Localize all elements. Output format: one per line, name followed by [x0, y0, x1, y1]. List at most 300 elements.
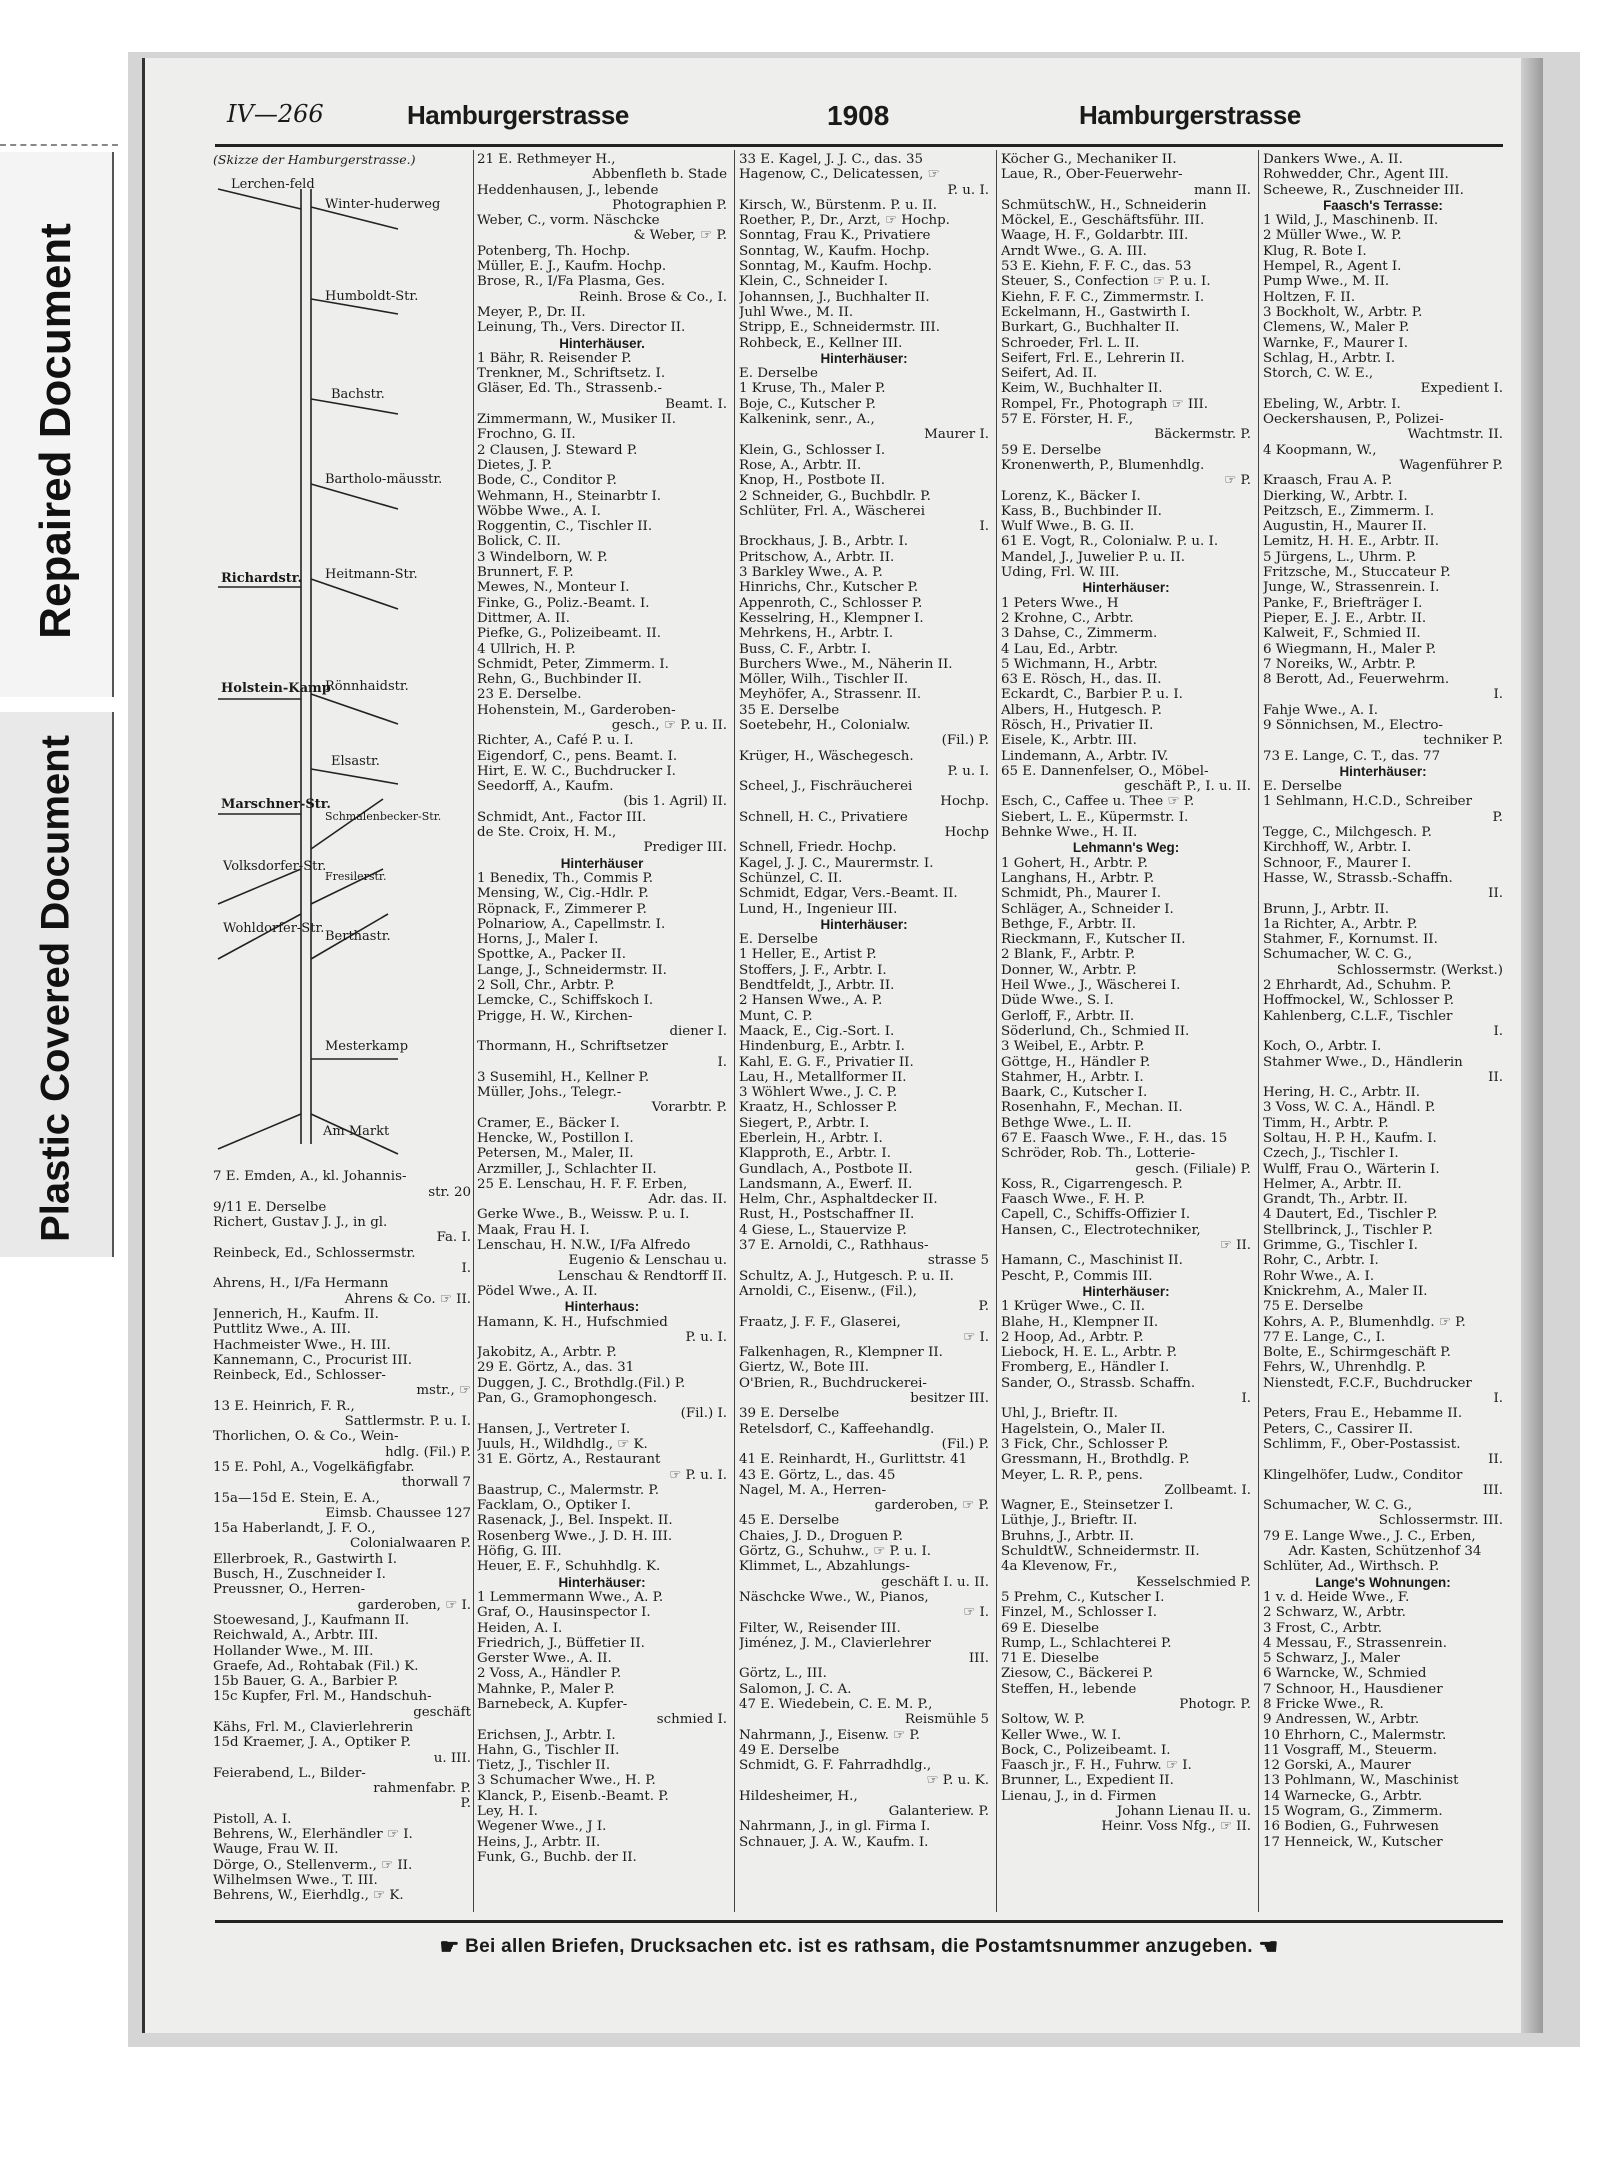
directory-entry: 9 Andressen, W., Arbtr. — [1263, 1712, 1420, 1728]
directory-entry: Sattlermstr. P. u. I. — [344, 1414, 471, 1430]
directory-entry: Näschcke Wwe., W., Pianos, — [739, 1589, 929, 1605]
directory-entry: Appenroth, C., Schlosser P. — [739, 595, 923, 611]
directory-entry: 31 E. Görtz, A., Restaurant — [477, 1452, 661, 1468]
directory-entry: Müller, Johs., Telegr.- — [477, 1085, 622, 1101]
directory-entry: Hildesheimer, H., — [739, 1788, 858, 1804]
directory-entry: Heil Wwe., J., Wäscherei I. — [1001, 978, 1181, 994]
directory-entry: Filter, W., Reisender III. — [739, 1620, 901, 1636]
directory-entry: Reinbeck, Ed., Schlosser- — [213, 1368, 386, 1384]
directory-entry: Brose, R., I/Fa Plasma, Ges. — [477, 274, 665, 290]
directory-entry: techniker P. — [1423, 733, 1503, 749]
directory-entry: Facklam, O., Optiker I. — [477, 1498, 631, 1514]
directory-entry: P. u. I. — [947, 763, 989, 779]
directory-entry: Fa. I. — [436, 1230, 471, 1246]
directory-entry: Arnoldi, C., Eisenw., (Fil.), — [739, 1283, 917, 1299]
sketch-label: Humboldt-Str. — [325, 289, 419, 305]
directory-entry: Hencke, W., Postillon I. — [477, 1131, 634, 1146]
directory-entry: Trenkner, M., Schriftsetz. I. — [477, 366, 666, 382]
directory-entry: Burkart, G., Buchhalter II. — [1001, 320, 1180, 336]
directory-entry: Nagel, M. A., Herren- — [739, 1482, 887, 1498]
directory-entry: Funk, G., Buchb. der II. — [477, 1849, 637, 1865]
directory-entry: Pistoll, A. I. — [213, 1811, 292, 1827]
sketch-label: Berthastr. — [325, 929, 391, 945]
directory-entry: de Ste. Croix, H. M., — [477, 825, 617, 841]
directory-entry: Fromberg, E., Händler I. — [1001, 1360, 1170, 1376]
directory-entry: Hahn, G., Tischler II. — [477, 1742, 620, 1758]
directory-entry: Salomon, J. C. A. — [739, 1681, 852, 1697]
directory-entry: Söderlund, Ch., Schmied II. — [1001, 1023, 1190, 1039]
directory-entry: Scheewe, R., Zuschneider III. — [1263, 182, 1464, 198]
sketch-label: Am Markt — [323, 1124, 390, 1140]
directory-entry: Hoffmockel, W., Schlosser P. — [1263, 993, 1455, 1009]
directory-entry: 5 Wichmann, H., Arbtr. — [1001, 656, 1158, 672]
directory-entry: 57 E. Förster, H. F., — [1001, 412, 1134, 428]
directory-entry: Rose, A., Arbtr. II. — [739, 457, 862, 473]
directory-entry: 69 E. Dieselbe — [1001, 1620, 1100, 1636]
repaired-document-tab — [0, 152, 114, 697]
directory-entry: 61 E. Vogt, R., Colonialw. P. u. I. — [1001, 534, 1219, 550]
directory-entry: Adr. das. II. — [648, 1192, 727, 1208]
directory-entry: 2 Ehrhardt, Ad., Schuhm. P. — [1263, 978, 1452, 994]
header-rule — [215, 144, 1503, 147]
directory-entry: Wagner, E., Steinsetzer I. — [1001, 1498, 1174, 1514]
directory-entry: Schmidt, Ph., Maurer I. — [1001, 886, 1161, 902]
section-header: Hinterhäuser: — [820, 916, 908, 932]
directory-entry: Scheel, J., Fischräucherei — [739, 779, 913, 795]
section-header: Lehmann's Weg: — [1072, 840, 1180, 856]
directory-entry: 6 Wiegmann, H., Maler P. — [1263, 641, 1437, 657]
directory-entry: Fritzsche, M., Stuccateur P. — [1263, 565, 1451, 581]
directory-entry: Meyer, P., Dr. II. — [477, 304, 586, 320]
directory-entry: 3 Bockholt, W., Arbtr. P. — [1263, 304, 1423, 320]
directory-entry: Potenberg, Th. Hochp. — [477, 243, 631, 259]
directory-entry: Rohbeck, E., Kellner III. — [739, 335, 903, 351]
directory-entry: Tegge, C., Milchgesch. P. — [1263, 825, 1432, 841]
column-1 — [213, 152, 471, 1904]
directory-entry: Lenschau & Rendtorff II. — [557, 1268, 727, 1284]
directory-entry: Klein, G., Schlosser I. — [739, 442, 886, 458]
directory-entry: rahmenfabr. P. — [373, 1781, 471, 1797]
directory-entry: diener I. — [669, 1023, 727, 1039]
directory-entry: Giertz, W., Bote III. — [739, 1360, 870, 1376]
directory-entry: 10 Ehrhorn, C., Malermstr. — [1263, 1727, 1447, 1743]
directory-entry: Colonialwaaren P. — [349, 1536, 471, 1552]
directory-entry: Meyer, L. R. P., pens. — [1001, 1467, 1143, 1483]
directory-entry: Capell, C., Schiffs-Offizier I. — [1001, 1207, 1191, 1223]
directory-entry: Gundlach, A., Postbote II. — [739, 1161, 913, 1177]
directory-entry: Ellerbroek, R., Gastwirth I. — [213, 1551, 397, 1567]
directory-entry: Photogr. P. — [1179, 1696, 1251, 1712]
repaired-document-label: Repaired Document — [31, 223, 80, 639]
directory-entry: Schultz, A. J., Hutgesch. P. u. II. — [739, 1268, 954, 1284]
directory-entry: Rohwedder, Chr., Agent III. — [1263, 167, 1449, 183]
directory-entry: Landsmann, A., Ewerf. II. — [739, 1176, 913, 1192]
section-header: Hinterhäuser: — [558, 1574, 646, 1590]
directory-entry: 4 Messau, F., Strassenrein. — [1263, 1635, 1447, 1651]
section-header: Hinterhäuser: — [1082, 580, 1170, 596]
directory-entry: 13 Pohlmann, W., Maschinist — [1263, 1773, 1459, 1789]
directory-entry: Burchers Wwe., M., Näherin II. — [739, 656, 953, 672]
directory-entry: Roggentin, C., Tischler II. — [477, 519, 653, 535]
directory-entry: I. — [1493, 1391, 1503, 1407]
directory-entry: Reinh. Brose & Co., I. — [579, 289, 727, 305]
directory-entry: Kiehn, F. F. C., Zimmermstr. I. — [1001, 289, 1205, 305]
directory-entry: Bethge, F., Arbtr. II. — [1001, 916, 1137, 932]
directory-entry: Steffen, H., lebende — [1001, 1681, 1137, 1697]
directory-entry: Sonntag, W., Kaufm. Hochp. — [739, 243, 930, 259]
directory-entry: Rehn, G., Buchbinder II. — [477, 672, 642, 688]
directory-entry: ☞ I. — [963, 1329, 989, 1345]
directory-entry: Nienstedt, F.C.F., Buchdrucker — [1263, 1375, 1472, 1391]
directory-entry: 3 Frost, C., Arbtr. — [1263, 1620, 1383, 1636]
directory-entry: Knop, H., Postbote II. — [739, 473, 886, 489]
directory-entry: Schlag, H., Arbtr. I. — [1263, 350, 1396, 366]
directory-entry: Eugenio & Lenschau u. — [568, 1253, 727, 1269]
directory-entry: Rohr Wwe., A. I. — [1263, 1268, 1375, 1284]
directory-entry: Eimsb. Chaussee 127 — [325, 1505, 471, 1521]
page-number: IV—266 — [227, 100, 324, 128]
directory-entry: Heiden, A. I. — [477, 1620, 563, 1636]
directory-entry: Schlüter, Ad., Wirthsch. P. — [1263, 1559, 1440, 1575]
directory-entry: Chaies, J. D., Droguen P. — [739, 1528, 904, 1544]
page-header — [145, 100, 1503, 140]
directory-entry: 15 E. Pohl, A., Vogelkäfigfabr. — [213, 1459, 415, 1475]
directory-entry: I. — [979, 519, 989, 535]
directory-entry: Soltow, W. P. — [1001, 1712, 1085, 1728]
directory-entry: (Fil.) P. — [941, 733, 989, 749]
directory-entry: Vorarbtr. P. — [651, 1100, 727, 1116]
directory-entry: Baark, C., Kutscher I. — [1001, 1085, 1148, 1101]
footer-rule — [215, 1920, 1503, 1923]
directory-entry: 2 Hansen Wwe., A. P. — [739, 993, 883, 1009]
directory-entry: Brunn, J., Arbtr. II. — [1263, 901, 1390, 917]
directory-entry: 25 E. Lenschau, H. F. F. Erben, — [477, 1176, 688, 1192]
directory-entry: Schnauer, J. A. W., Kaufm. I. — [739, 1834, 929, 1850]
directory-entry: Gerke Wwe., B., Weissw. P. u. I. — [477, 1207, 690, 1223]
directory-entry: Steuer, S., Confection ☞ P. u. I. — [1001, 274, 1211, 290]
directory-entry: 1 Benedix, Th., Commis P. — [477, 870, 653, 886]
directory-entry: Grandt, Th., Arbtr. II. — [1263, 1192, 1408, 1208]
directory-entry: garderoben, ☞ P. — [874, 1498, 989, 1514]
scan-margin — [0, 52, 130, 2052]
sketch-label: Winter-huderweg — [325, 197, 441, 213]
directory-entry: Galanteriew. P. — [888, 1804, 989, 1820]
directory-entry: Barnebeck, A. Kupfer- — [477, 1696, 628, 1712]
sketch-label: Wohldorfer-Str. — [223, 921, 325, 937]
directory-entry: Graf, O., Hausinspector I. — [477, 1605, 651, 1621]
directory-entry: 41 E. Reinhardt, H., Gurlittstr. 41 — [739, 1452, 968, 1468]
directory-entry: Rompel, Fr., Photograph ☞ III. — [1001, 396, 1209, 412]
directory-entry: Weber, C., vorm. Näschcke — [477, 213, 660, 229]
directory-entry: Stoewesand, J., Kaufmann II. — [213, 1612, 410, 1628]
directory-entry: 39 E. Derselbe — [739, 1406, 840, 1422]
directory-entry: Finzel, M., Schlosser I. — [1001, 1605, 1157, 1621]
column-4 — [1001, 152, 1251, 1835]
directory-entry: u. III. — [433, 1750, 471, 1766]
directory-entry: Donner, W., Arbtr. P. — [1001, 962, 1137, 978]
directory-entry: 1 Lemmermann Wwe., A. P. — [477, 1589, 664, 1605]
directory-entry: geschäft I. u. II. — [881, 1574, 989, 1590]
directory-entry: 14 Warnecke, G., Arbtr. — [1263, 1788, 1423, 1804]
sketch-label: Schmalenbecker-Str. — [325, 810, 442, 824]
directory-entry: 1 Bähr, R. Reisender P. — [477, 350, 632, 366]
directory-entry: Reismühle 5 — [904, 1712, 989, 1728]
directory-entry: Stellbrinck, J., Tischler P. — [1263, 1222, 1433, 1238]
directory-entry: II. — [1488, 886, 1503, 902]
directory-entry: Hollander Wwe., M. III. — [213, 1643, 374, 1659]
directory-entry: Hempel, R., Agent I. — [1263, 259, 1402, 275]
directory-entry: 15b Bauer, G. A., Barbier P. — [213, 1674, 399, 1690]
directory-entry: Prigge, H. W., Kirchen- — [477, 1008, 633, 1024]
directory-entry: II. — [1488, 1069, 1503, 1085]
directory-entry: (Fil.) P. — [941, 1436, 989, 1452]
directory-entry: Wehmann, H., Steinarbtr I. — [477, 488, 662, 504]
directory-entry: Clemens, W., Maler P. — [1263, 320, 1410, 336]
column-divider — [996, 150, 997, 1912]
directory-entry: Müller, E. J., Kaufm. Hochp. — [477, 259, 667, 275]
directory-entry: Kähs, Frl. M., Clavierlehrerin — [213, 1719, 414, 1735]
directory-entry: Spottke, A., Packer II. — [477, 947, 626, 963]
directory-entry: Boje, C., Kutscher P. — [739, 396, 876, 412]
directory-entry: I. — [1493, 1023, 1503, 1039]
directory-entry: Schmidt, G. F. Fahrradhdlg., — [739, 1758, 932, 1774]
directory-entry: E. Derselbe — [739, 932, 818, 948]
directory-entry: 15 Wogram, G., Zimmerm. — [1263, 1804, 1443, 1820]
directory-entry: Heuer, E. F., Schuhhdlg. K. — [477, 1559, 661, 1575]
directory-entry: Sonntag, M., Kaufm. Hochp. — [739, 259, 932, 275]
directory-entry: 37 E. Arnoldi, C., Rathhaus- — [739, 1238, 929, 1254]
directory-entry: 4 Dautert, Ed., Tischler P. — [1263, 1207, 1438, 1223]
directory-entry: Bethge Wwe., L. II. — [1001, 1115, 1132, 1131]
directory-entry: Hagenow, C., Delicatessen, ☞ — [739, 167, 940, 183]
directory-entry: 6 Warncke, W., Schmied — [1263, 1666, 1427, 1682]
directory-entry: Brunnert, F. P. — [477, 565, 574, 581]
directory-entry: Jiménez, J. M., Clavierlehrer — [739, 1635, 931, 1651]
directory-entry: Dietes, J. P. — [477, 457, 553, 473]
directory-entry: 2 Voss, A., Händler P. — [477, 1666, 622, 1682]
directory-entry: Siebert, L. E., Küpermstr. I. — [1001, 809, 1189, 825]
directory-entry: Jakobitz, A., Arbtr. P. — [477, 1345, 617, 1361]
directory-entry: Kahl, E. G. F., Privatier II. — [739, 1054, 914, 1070]
sketch-label: Volksdorfer-Str. — [223, 859, 327, 875]
directory-entry: Arndt Wwe., G. A. III. — [1001, 243, 1147, 259]
directory-entry: Schlossermstr. III. — [1378, 1513, 1503, 1529]
directory-entry: Augustin, H., Maurer II. — [1263, 519, 1427, 535]
column-divider — [1258, 150, 1259, 1912]
directory-entry: 23 E. Derselbe. — [477, 687, 582, 703]
section-header: Hinterhäuser. — [559, 335, 645, 351]
directory-entry: Ahrens & Co. ☞ II. — [344, 1291, 471, 1307]
directory-entry: Eisele, K., Arbtr. III. — [1001, 733, 1137, 749]
pointing-hand-icon: ☚ — [1258, 1934, 1279, 1959]
directory-entry: Hochp. — [940, 794, 989, 810]
directory-entry: Piefke, G., Polizeibeamt. II. — [477, 626, 661, 642]
directory-entry: 65 E. Dannenfelser, O., Möbel- — [1001, 763, 1209, 779]
directory-entry: Kannemann, C., Procurist III. — [213, 1352, 413, 1368]
directory-entry: Hering, H. C., Arbtr. II. — [1263, 1085, 1421, 1101]
directory-entry: 2 Clausen, J. Steward P. — [477, 442, 638, 458]
directory-entry: Pieper, E. J. E., Arbtr. II. — [1263, 610, 1427, 626]
directory-entry: 47 E. Wiedebein, C. E. M. P., — [739, 1696, 933, 1712]
directory-entry: 2 Krohne, C., Arbtr. — [1001, 610, 1134, 626]
directory-entry: 35 E. Derselbe — [739, 702, 840, 718]
directory-entry: Czech, J., Tischler I. — [1263, 1146, 1399, 1162]
directory-entry: Preussner, O., Herren- — [213, 1582, 366, 1598]
directory-entry: (bis 1. Agril) II. — [623, 794, 727, 810]
directory-entry: 1 Krüger Wwe., C. II. — [1001, 1299, 1145, 1315]
directory-entry: Krüger, H., Wäschegesch. — [739, 748, 914, 764]
street-sketch-map — [213, 169, 471, 1169]
directory-entry: I. — [717, 1054, 727, 1070]
directory-entry: Sonntag, Frau K., Privatiere — [739, 228, 931, 244]
directory-entry: Rust, H., Postschaffner II. — [739, 1207, 915, 1223]
directory-entry: Rohr, C., Arbtr. I. — [1263, 1253, 1379, 1269]
directory-entry: 1 Kruse, Th., Maler P. — [739, 381, 886, 397]
directory-entry: Wilhelmsen Wwe., T. III. — [213, 1872, 378, 1888]
directory-entry: Schumacher, W. C. G., — [1263, 947, 1413, 963]
directory-entry: III. — [968, 1651, 989, 1667]
directory-entry: ☞ P. u. I. — [669, 1467, 727, 1483]
directory-entry: Dankers Wwe., A. II. — [1263, 152, 1403, 167]
directory-entry: 2 Soll, Chr., Arbtr. P. — [477, 978, 615, 994]
directory-entry: 33 E. Kagel, J. J. C., das. 35 — [739, 152, 924, 167]
directory-entry: Hamann, K. H., Hufschmied — [477, 1314, 668, 1330]
directory-entry: Seedorff, A., Kaufm. — [477, 779, 614, 795]
directory-entry: 67 E. Faasch Wwe., F. H., das. 15 — [1001, 1131, 1228, 1146]
directory-entry: Grimme, G., Tischler I. — [1263, 1238, 1418, 1254]
directory-entry: Lau, H., Metallformer II. — [739, 1069, 907, 1085]
directory-entry: Wagenführer P. — [1399, 457, 1503, 473]
footer-notice — [215, 1934, 1503, 1960]
directory-entry: Koss, R., Cigarrengesch. P. — [1001, 1176, 1183, 1192]
directory-entry: 3 Fick, Chr., Schlosser P. — [1001, 1436, 1169, 1452]
directory-entry: 79 E. Lange Wwe., J. C., Erben, — [1263, 1528, 1476, 1544]
directory-entry: Kalweit, F., Schmied II. — [1263, 626, 1421, 642]
directory-entry: Höfig, G. III. — [477, 1544, 562, 1560]
directory-entry: Erichsen, J., Arbtr. I. — [477, 1727, 616, 1743]
directory-entry: Polnariow, A., Capellmstr. I. — [477, 916, 666, 932]
directory-entry: ☞ I. — [963, 1605, 989, 1621]
directory-entry: Hansen, J., Vertreter I. — [477, 1421, 631, 1437]
directory-entry: Schünzel, C. II. — [739, 870, 843, 886]
directory-entry: 2 Blank, F., Arbtr. P. — [1001, 947, 1136, 963]
directory-entry: geschäft — [413, 1704, 471, 1720]
directory-entry: 5 Jürgens, L., Uhrm. P. — [1263, 549, 1417, 565]
directory-entry: Mehrkens, H., Arbtr. I. — [739, 626, 894, 642]
directory-entry: Bäckermstr. P. — [1154, 427, 1251, 443]
directory-entry: Reinbeck, Ed., Schlossermstr. — [213, 1245, 416, 1261]
directory-entry: Bendtfeldt, J., Arbtr. II. — [739, 978, 895, 994]
section-header: Hinterhäuser: — [820, 350, 908, 366]
directory-entry: Lund, H., Ingenieur III. — [739, 901, 898, 917]
directory-entry: Oeckershausen, P., Polizei- — [1263, 412, 1444, 428]
directory-entry: 75 E. Derselbe — [1263, 1299, 1364, 1315]
directory-entry: ☞ P. u. K. — [926, 1773, 989, 1789]
directory-entry: Düde Wwe., S. I. — [1001, 993, 1114, 1009]
directory-entry: Hochp — [944, 825, 989, 841]
directory-entry: Wöbbe Wwe., A. I. — [477, 503, 601, 519]
column-divider — [734, 150, 735, 1912]
section-header: Hinterhäuser: — [1082, 1283, 1170, 1299]
directory-entry: SchmütschW., H., Schneiderin — [1001, 197, 1207, 213]
directory-entry: Cramer, E., Bäcker I. — [477, 1115, 620, 1131]
directory-entry: Beamt. I. — [665, 396, 727, 412]
directory-entry: Faasch Wwe., F. H. P. — [1001, 1192, 1145, 1208]
plastic-covered-label: Plastic Covered Document — [33, 735, 78, 1242]
directory-entry: Mewes, N., Monteur I. — [477, 580, 630, 596]
directory-entry: Leinung, Th., Vers. Director II. — [477, 320, 686, 336]
directory-entry: Brunner, L., Expedient II. — [1001, 1773, 1174, 1789]
directory-entry: Gerster Wwe., A. II. — [477, 1651, 612, 1667]
directory-entry: Zimmermann, W., Musiker II. — [477, 412, 676, 428]
directory-entry: Kraasch, Frau A. P. — [1263, 473, 1393, 489]
scanned-page — [128, 52, 1580, 2047]
directory-entry: I. — [1241, 1391, 1251, 1407]
directory-entry: Soetebehr, H., Colonialw. — [739, 717, 911, 733]
directory-entry: 3 Dahse, C., Zimmerm. — [1001, 626, 1158, 642]
street-name-left: Hamburgerstrasse — [407, 100, 629, 130]
directory-entry: Pritschow, A., Arbtr. II. — [739, 549, 895, 565]
directory-entry: ☞ P. — [1224, 473, 1251, 489]
directory-entry: 17 Henneick, W., Kutscher — [1263, 1834, 1443, 1850]
directory-entry: Dittmer, A. II. — [477, 610, 570, 626]
directory-entry: Wulf Wwe., B. G. II. — [1001, 519, 1135, 535]
directory-entry: Ley, H. I. — [477, 1804, 538, 1820]
directory-entry: Holtzen, F. II. — [1263, 289, 1356, 305]
directory-entry: Hindenburg, E., Arbtr. I. — [739, 1039, 905, 1055]
directory-entry: Adr. Kasten, Schützenhof 34 — [1263, 1544, 1482, 1560]
section-header: Hinterhäuser — [560, 855, 644, 871]
page-fold-shadow — [1521, 58, 1543, 2033]
sketch-label: Bartholo-mäusstr. — [325, 472, 443, 488]
directory-entry: Behrens, W., Elerhändler ☞ I. — [213, 1827, 413, 1843]
directory-entry: 3 Wöhlert Wwe., J. C. P. — [739, 1085, 898, 1101]
directory-entry: Zollbeamt. I. — [1164, 1482, 1251, 1498]
directory-entry: Kass, B., Buchbinder II. — [1001, 503, 1162, 519]
directory-entry: 5 Schwarz, J., Maler — [1263, 1651, 1400, 1667]
directory-entry: gesch., ☞ P. u. II. — [611, 717, 727, 733]
directory-entry: Photographien P. — [612, 197, 727, 213]
directory-entry: Nahrmann, J., Eisenw. ☞ P. — [739, 1727, 920, 1743]
directory-entry: Petersen, M., Maler, II. — [477, 1146, 634, 1162]
directory-entry: Klanck, P., Eisenb.-Beamt. P. — [477, 1788, 669, 1804]
street-name-right: Hamburgerstrasse — [1079, 100, 1301, 130]
column-2 — [477, 152, 727, 1865]
directory-entry: 3 Windelborn, W. P. — [477, 549, 608, 565]
directory-entry: garderoben, ☞ I. — [357, 1597, 471, 1613]
directory-entry: 77 E. Lange, C., I. — [1263, 1329, 1386, 1345]
directory-entry: Möckel, E., Geschäftsführ. III. — [1001, 213, 1205, 229]
directory-entry: Klein, C., Schneider I. — [739, 274, 888, 290]
directory-entry: Brockhaus, J. B., Arbtr. I. — [739, 534, 908, 550]
section-header: Hinterhaus: — [564, 1299, 640, 1315]
directory-entry: Kronenwerth, P., Blumenhdlg. — [1001, 457, 1205, 473]
directory-entry: Friedrich, J., Büffetier II. — [477, 1635, 645, 1651]
directory-entry: Hohenstein, M., Garderoben- — [477, 702, 676, 718]
directory-entry: thorwall 7 — [401, 1475, 471, 1491]
directory-entry: Faasch jr., F. H., Fuhrw. ☞ I. — [1001, 1758, 1192, 1774]
directory-entry: Roether, P., Dr., Arzt, ☞ Hochp. — [739, 213, 950, 229]
directory-entry: mann II. — [1193, 182, 1251, 198]
directory-entry: Bock, C., Polizeibeamt. I. — [1001, 1742, 1171, 1758]
directory-entry: Eckelmann, H., Gastwirth I. — [1001, 304, 1191, 320]
directory-entry: 4 Koopmann, W., — [1263, 442, 1377, 458]
directory-entry: Klug, R. Bote I. — [1263, 243, 1367, 259]
directory-entry: Peters, C., Cassirer II. — [1263, 1421, 1414, 1437]
directory-entry: ☞ II. — [1219, 1238, 1251, 1254]
directory-entry: Prediger III. — [643, 840, 727, 856]
directory-entry: 8 Berott, Ad., Feuerwehrm. — [1263, 672, 1450, 688]
